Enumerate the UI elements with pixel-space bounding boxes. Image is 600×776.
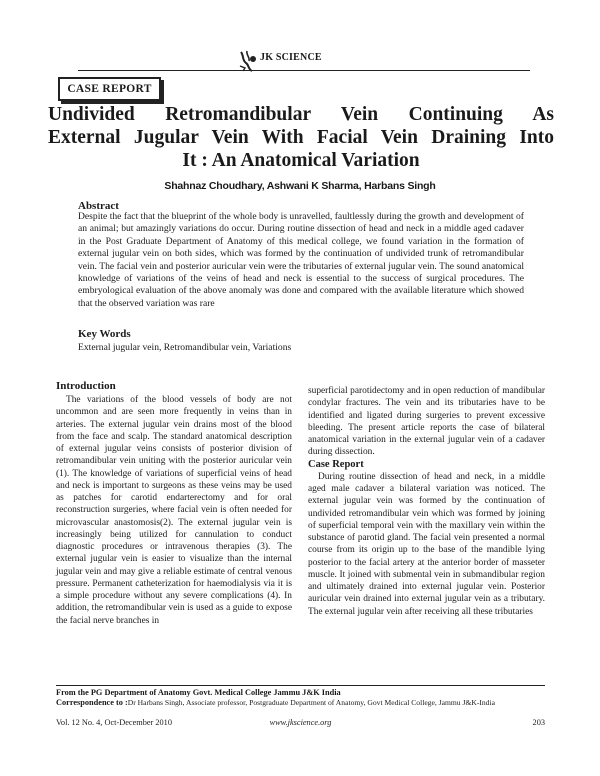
title-line-1: Undivided Retromandibular Vein Continuing As [48, 104, 554, 125]
title-line-3: It : An Anatomical Variation [182, 150, 420, 171]
keywords-text: External jugular vein, Retromandibular vein, Variations [78, 342, 292, 353]
keywords-heading: Key Words [78, 328, 131, 340]
author-list: Shahnaz Choudhary, Ashwani K Sharma, Harbans Singh [164, 180, 436, 192]
page-number: 203 [532, 718, 545, 727]
case-report-paragraph: During routine dissection of head and neck, in a middle aged male cadaver a bilateral variation was noticed. The external jugular vein was formed by the continuation of undivided retromandibular vein which was formed by joining of superficial temporal vein with the maxillary vein within the substance of parotid gland. The facial vein presented a normal course from its origin up to the base of the mandible lying posterior to the facial artery at the anterior border of masseter muscle. It joined with submental vein in submandibular region and ultimately drained into external jugular vein. Posterior auricular vein drained into external jugular vein as a tributary. The external jugular vein after receiving all these tributaries [308, 471, 545, 617]
page-footer [56, 718, 545, 730]
left-column [56, 394, 292, 627]
correspondence-label: Correspondence to : [56, 698, 128, 707]
header-rule [78, 70, 530, 71]
article-title [48, 103, 554, 172]
abstract-heading: Abstract [78, 200, 119, 212]
journal-name: JK SCIENCE [260, 52, 322, 63]
introduction-heading: Introduction [56, 380, 116, 392]
volume-info: Vol. 12 No. 4, Oct-December 2010 [56, 718, 172, 727]
right-column [308, 385, 545, 618]
introduction-paragraph: The variations of the blood vessels of body are not uncommon and are seen more frequently in veins than in arteries. The external jugular vein drains most of the blood from the face and scalp. The standard anatomical description of external jugular veins consists of posterior division of retromandibular vein uniting with the posterior auricular vein (1). The knowledge of variations of superficial veins of head and neck is important to surgeons as these veins may be used as patches for carotid endarterectomy and for oral reconstruction surgeries, where facial vein is often needed for microvascular anastomosis(2). The external jugular vein is increasingly being utilized for cannulation to conduct diagnostic procedures or intravenous therapies (3). The external jugular vein is easier to visualize than the internal jugular vein and may give a reliable estimate of central venous pressure. Permanent catheterization for haemodialysis via it is a simple procedure without any severe complications (4). In addition, the retromandibular vein is used as a guide to expose the facial nerve branches in [56, 395, 292, 626]
abstract-text: Despite the fact that the blueprint of the whole body is unravelled, faultlessly during the growth and development of an animal; but amazingly variations do occur. During routine dissection of head and neck in a middle aged cadaver in the Post Graduate Department of Anatomy of this medical college, we found variation in the formation of external jugular vein on both sides, which was formed by the continuation of undivided trunk of retromandibular vein. The facial vein and posterior auricular vein were the tributaries of external jugular vein. The sound anatomical knowledge of variations of the veins of head and neck is essential to the success of surgical procedures. The embryological evaluation of the above anomaly was done and compared with the available literature which showed that the observed variation was rare [78, 211, 524, 309]
journal-website-link[interactable]: www.jkscience.org [269, 718, 332, 727]
case-report-heading: Case Report [308, 458, 364, 470]
correspondence-footnote [56, 698, 495, 707]
correspondence-text: Dr Harbans Singh, Associate professor, Postgraduate Department of Anatomy, Govt Medical College, Jammu J&K-India [127, 698, 495, 707]
jk-science-logo-icon [238, 50, 258, 72]
introduction-paragraph-continued: superficial parotidectomy and in open reduction of mandibular condylar fractures. The vein and its tributaries have to be identified and ligated during surgeries to prevent excessive bleeding. The present article reports the case of bilateral anatomical variation in the external jugular vein of a cadaver during dissection. [308, 386, 545, 458]
title-line-2: External Jugular Vein With Facial Vein Draining Into [48, 127, 554, 148]
article-type-badge: CASE REPORT [58, 77, 161, 101]
journal-header [0, 50, 600, 70]
footnote-rule [56, 685, 545, 686]
affiliation-footnote: From the PG Department of Anatomy Govt. Medical College Jammu J&K India [56, 688, 341, 697]
